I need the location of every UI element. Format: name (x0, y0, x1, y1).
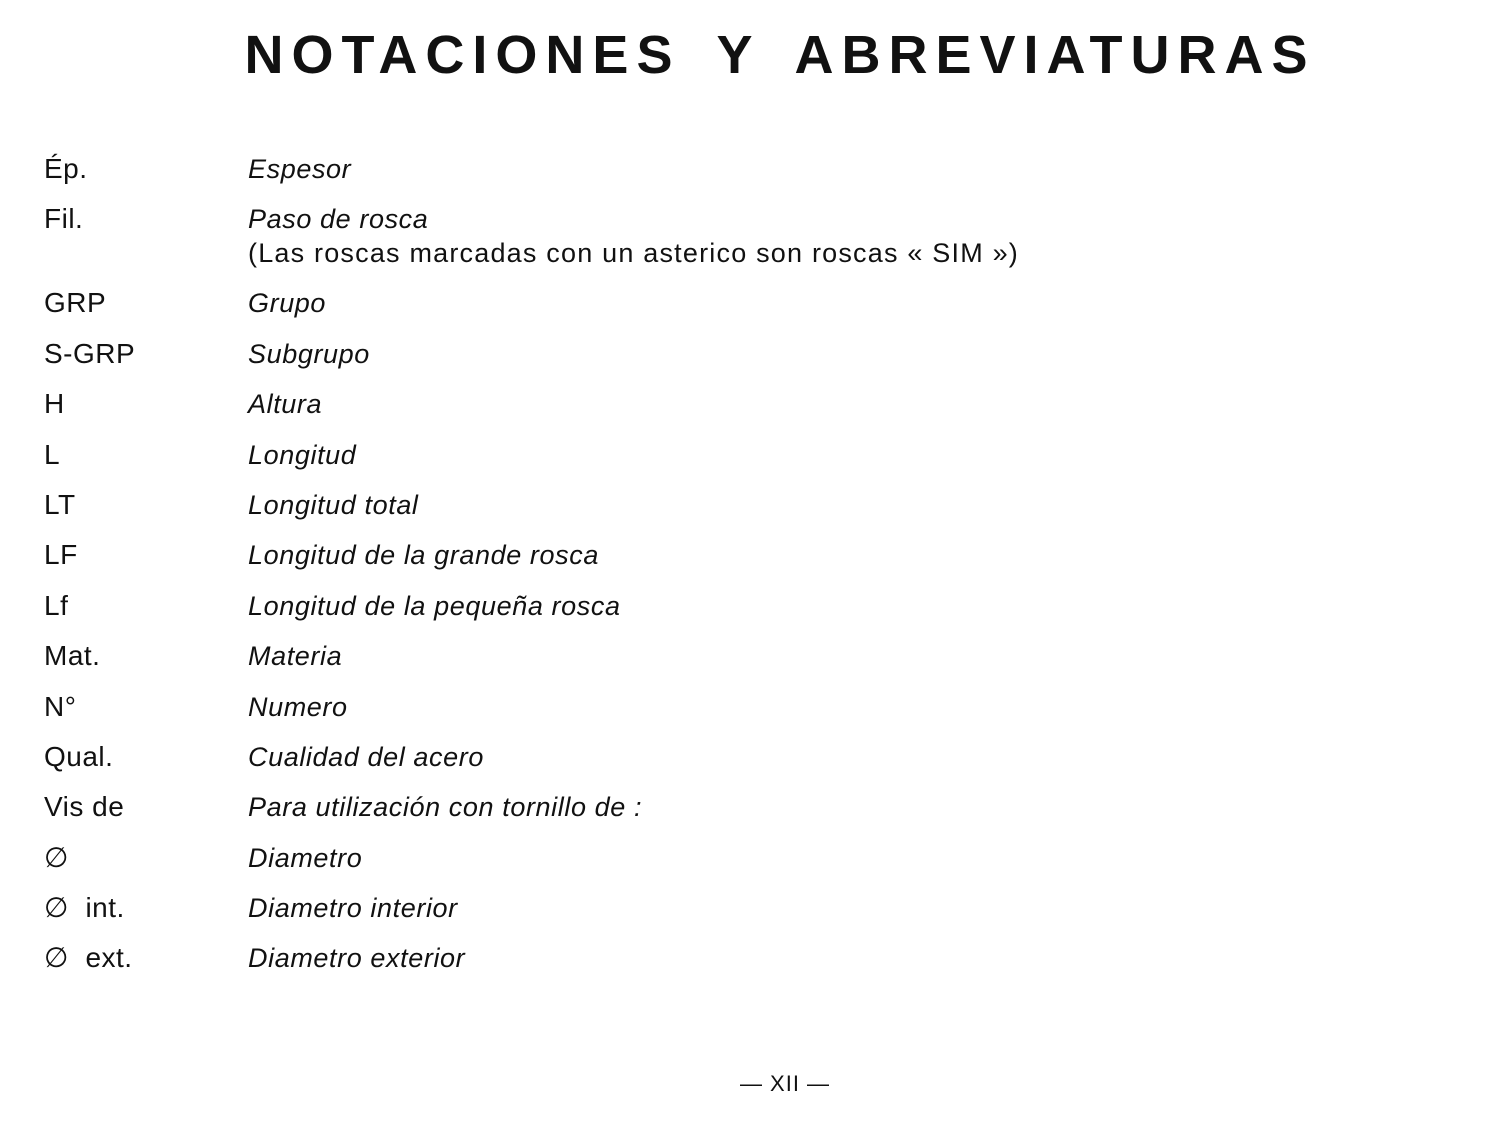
abbreviation: Fil. (44, 203, 84, 235)
abbreviation: Qual. (44, 740, 114, 772)
abbreviation: H (44, 388, 65, 420)
meaning (248, 286, 1464, 320)
abbreviation: N° (44, 690, 77, 722)
meaning (248, 690, 1464, 724)
meaning-text: Para utilización con tornillo de : (248, 792, 643, 823)
meaning (248, 639, 1464, 673)
list-item (44, 941, 1464, 991)
abbreviation: Lf (44, 589, 69, 621)
abbreviation: L (44, 438, 61, 470)
meaning-text: Diametro (248, 842, 363, 873)
diameter-abbreviation: ∅ (44, 841, 69, 873)
meaning-text: Longitud (248, 439, 357, 470)
abbreviation: Ép. (44, 153, 88, 184)
meaning-text: Longitud total (248, 489, 419, 520)
meaning-text: Materia (248, 641, 343, 672)
meaning-text: Espesor (248, 154, 352, 184)
meaning-text: Paso de rosca (248, 204, 429, 235)
diameter-abbreviation: ∅ ext. (44, 942, 133, 974)
meaning-text: Diametro exterior (248, 943, 466, 974)
list-item (44, 589, 1464, 639)
list-item (44, 337, 1464, 387)
meaning (248, 589, 1464, 623)
meaning (248, 488, 1464, 522)
meaning (248, 387, 1464, 421)
meaning (248, 438, 1464, 472)
abbreviation: LF (44, 539, 78, 571)
meaning (248, 152, 1464, 186)
abbreviation: Vis de (44, 791, 125, 823)
meaning-text: Altura (248, 389, 323, 420)
meaning (248, 740, 1464, 774)
meaning-text: Cualidad del acero (248, 741, 484, 772)
meaning (248, 538, 1464, 572)
abbreviation-list (44, 152, 1464, 992)
list-item (44, 202, 1464, 286)
diameter-abbreviation: ∅ int. (44, 892, 125, 924)
meaning-text: Grupo (248, 288, 327, 319)
list-item (44, 286, 1464, 336)
meaning-text: Diametro interior (248, 893, 458, 924)
abbreviation: LT (44, 488, 76, 520)
list-item (44, 690, 1464, 740)
abbreviation: Mat. (44, 640, 101, 672)
meaning-text: Longitud de la pequeña rosca (248, 590, 621, 621)
list-item (44, 538, 1464, 588)
meaning (248, 337, 1464, 371)
page-number: — XII — (739, 1071, 831, 1096)
meaning (248, 790, 1464, 824)
meaning (248, 202, 1464, 270)
page-title: NOTACIONES Y ABREVIATURAS (244, 25, 1316, 85)
meaning (248, 841, 1464, 875)
list-item (44, 740, 1464, 790)
list-item (44, 438, 1464, 488)
list-item (44, 488, 1464, 538)
meaning-text: Longitud de la grande rosca (248, 540, 599, 571)
meaning (248, 891, 1464, 925)
list-item (44, 891, 1464, 941)
abbreviation: GRP (44, 287, 107, 319)
abbreviation: S-GRP (44, 337, 136, 369)
meaning-note: (Las roscas marcadas con un asterico son roscas « SIM ») (248, 238, 1019, 269)
meaning-text: Numero (248, 691, 348, 722)
list-item (44, 841, 1464, 891)
list-item (44, 387, 1464, 437)
list-item (44, 152, 1464, 202)
list-item (44, 639, 1464, 689)
meaning (248, 941, 1464, 975)
meaning-text: Subgrupo (248, 338, 370, 369)
list-item (44, 790, 1464, 840)
